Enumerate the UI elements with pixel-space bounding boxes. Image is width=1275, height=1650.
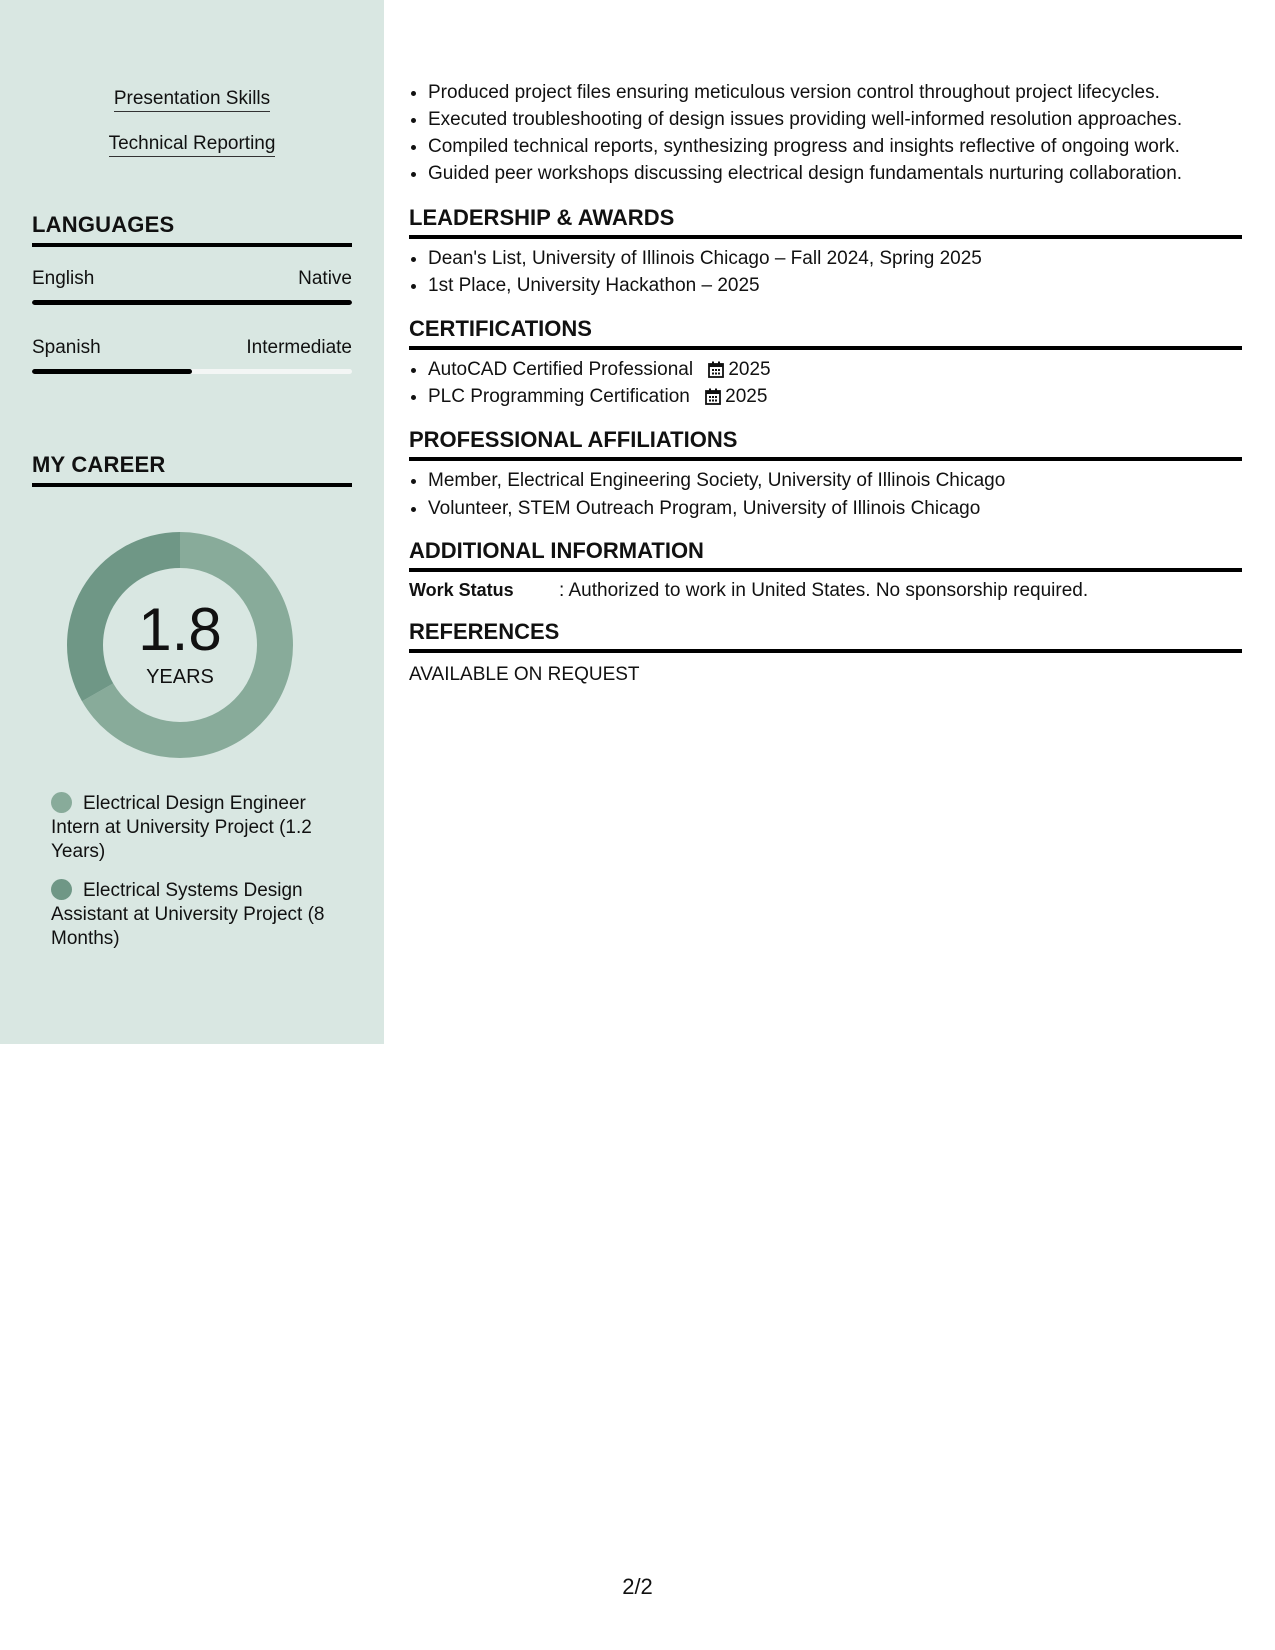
leadership-heading: LEADERSHIP & AWARDS (409, 205, 1242, 239)
list-item: • Produced project files ensuring meticulous version control throughout project lifecycles. (428, 79, 1182, 106)
career-legend-item: Electrical Systems Design Assistant at University Project (8 Months) (51, 880, 325, 949)
experience-bullet-list (409, 79, 1182, 187)
career-legend-item: Electrical Design Engineer Intern at University Project (1.2 Years) (51, 793, 312, 862)
list-item: • PLC Programming Certification 2025 (428, 383, 771, 410)
affiliations-heading: PROFESSIONAL AFFILIATIONS (409, 427, 1242, 461)
career-total-years: 1.8 (138, 596, 222, 663)
additional-info-heading: ADDITIONAL INFORMATION (409, 538, 1242, 572)
list-item: • AutoCAD Certified Professional 2025 (428, 356, 771, 383)
language-proficiency-bar (32, 300, 352, 305)
skill-item: Presentation Skills (0, 88, 384, 110)
list-item: • Compiled technical reports, synthesizing progress and insights reflective of ongoing work. (428, 133, 1182, 160)
language-row (32, 337, 352, 359)
legend-dot-icon (51, 879, 72, 900)
list-item: • Member, Electrical Engineering Society, University of Illinois Chicago (428, 467, 1005, 495)
certifications-heading: CERTIFICATIONS (409, 316, 1242, 350)
list-item: • Dean's List, University of Illinois Chicago – Fall 2024, Spring 2025 (428, 245, 982, 272)
language-name: Spanish (32, 337, 101, 358)
language-proficiency-bar (32, 369, 352, 374)
language-name: English (32, 268, 95, 289)
language-level: Native (298, 268, 352, 289)
list-item: • Executed troubleshooting of design issues providing well-informed resolution approaches. (428, 106, 1182, 133)
work-status-value: : Authorized to work in United States. No sponsorship required. (559, 580, 1089, 601)
calendar-icon (705, 388, 721, 405)
list-item: • 1st Place, University Hackathon – 2025 (428, 272, 982, 299)
languages-heading: LANGUAGES (32, 212, 352, 247)
skill-item: Technical Reporting (0, 133, 384, 155)
career-heading: MY CAREER (32, 452, 352, 487)
legend-dot-icon (51, 792, 72, 813)
list-item: • Volunteer, STEM Outreach Program, University of Illinois Chicago (428, 495, 1005, 523)
language-proficiency-fill (32, 369, 192, 374)
page-number: 2/2 (622, 1574, 653, 1599)
work-status-label: Work Status (409, 580, 514, 600)
certifications-list (409, 356, 771, 410)
references-text: AVAILABLE ON REQUEST (409, 664, 640, 685)
language-level: Intermediate (246, 337, 352, 358)
work-status-row (409, 580, 1088, 602)
language-proficiency-fill (32, 300, 352, 305)
list-item: • Guided peer workshops discussing electrical design fundamentals nurturing collaboration. (428, 160, 1182, 187)
language-row (32, 268, 352, 290)
calendar-icon (708, 361, 724, 378)
references-heading: REFERENCES (409, 619, 1242, 653)
leadership-list (409, 245, 982, 299)
career-total-unit: YEARS (146, 666, 214, 688)
affiliations-list (409, 467, 1005, 523)
